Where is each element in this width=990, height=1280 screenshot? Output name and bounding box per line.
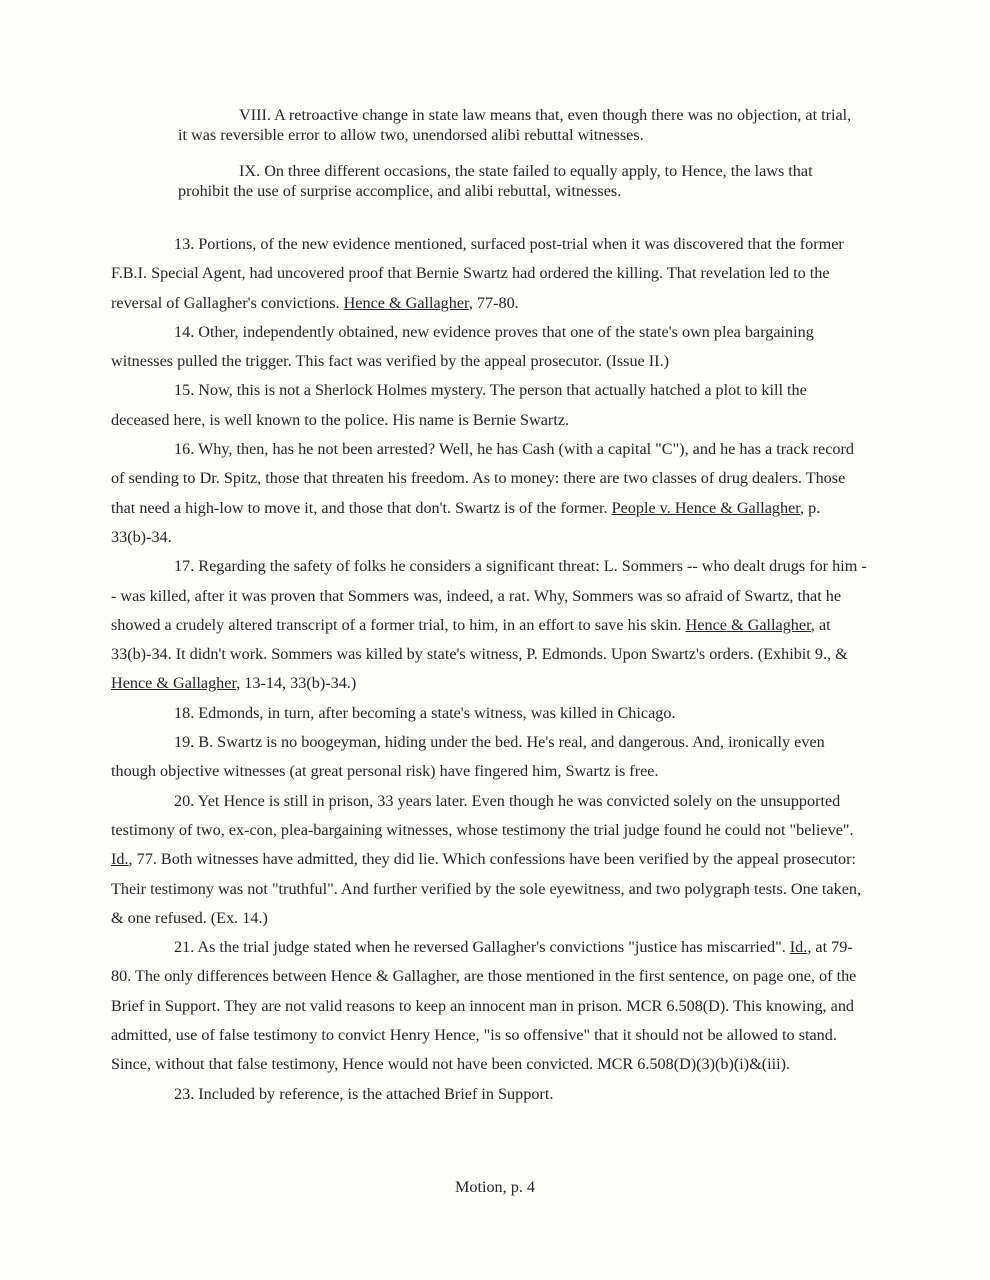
paragraph-13	[111, 230, 868, 318]
paragraph-text: 20. Yet Hence is still in prison, 33 years later. Even though he was convicted solely on the unsupported testimony of two, ex-con, plea-bargaining witnesses, whose testimony the trial judge found he could not "believe".	[111, 791, 854, 839]
paragraph-text: , p. 33(b)-34.	[111, 498, 821, 546]
issue-number: VIII.	[239, 106, 271, 124]
paragraph-20	[111, 787, 868, 933]
issue-viii	[178, 105, 858, 145]
issue-ix	[178, 161, 858, 201]
paragraph-text: , 77. Both witnesses have admitted, they did lie. Which confessions have been verified by the appeal prosecutor: Their testimony was not "truthful". And further verified by the sole eyewitness, and two polygraph tests. One taken, & one refused. (Ex. 14.)	[111, 850, 862, 927]
page-footer: Motion, p. 4	[454, 1178, 536, 1196]
paragraph-text: , at 79-80. The only differences between Hence & Gallagher, are those mentioned in the first sentence, on page one, of the Brief in Support. They are not valid reasons to keep an innocent man in prison. MCR 6.508(D). This knowing, and admitted, use of false testimony to convict Henry Hence, "is so offensive" that it should not be allowed to stand. Since, without that false testimony, Hence would not have been convicted. MCR 6.508(D)(3)(b)(i)&(iii).	[111, 938, 857, 1074]
paragraph-text: , 77-80.	[468, 293, 519, 312]
issue-text: On three different occasions, the state failed to equally apply, to Hence, the laws that prohibit the use of surprise accomplice, and alibi rebuttal, witnesses.	[178, 162, 813, 200]
paragraph-text: 17. Regarding the safety of folks he considers a significant threat: L. Sommers -- who dealt drugs for him -- was killed, after it was proven that Sommers was, indeed, a rat. Why, Sommers was so afraid of Swartz, that he showed a crudely altered transcript of a former trial, to him, in an effort to save his skin.	[111, 557, 867, 634]
paragraph-16	[111, 435, 868, 552]
case-citation: Id.	[111, 850, 129, 869]
case-citation: Id.	[789, 938, 808, 957]
issue-text: A retroactive change in state law means that, even though there was no objection, at trial, it was reversible error to allow two, unendorsed alibi rebuttal witnesses.	[178, 106, 852, 144]
motion-body	[111, 230, 868, 1109]
case-citation: Hence & Gallagher	[111, 674, 237, 693]
paragraph-text: , at 33(b)-34. It didn't work. Sommers was killed by state's witness, P. Edmonds. Upon Swartz's orders. (Exhibit 9., &	[111, 615, 848, 664]
paragraph-18: 18. Edmonds, in turn, after becoming a state's witness, was killed in Chicago.	[174, 703, 676, 722]
paragraph-17	[111, 552, 868, 698]
paragraph-21	[111, 933, 868, 1079]
paragraph-23: 23. Included by reference, is the attached Brief in Support.	[174, 1084, 554, 1103]
paragraph-text: , 13-14, 33(b)-34.)	[236, 674, 357, 693]
case-citation: Hence & Gallagher	[685, 615, 811, 634]
issue-number: IX.	[239, 162, 261, 180]
issues-list	[178, 105, 858, 217]
case-citation: People v. Hence & Gallagher	[611, 498, 801, 517]
case-citation: Hence & Gallagher	[343, 293, 469, 312]
paragraph-text: 13. Portions, of the new evidence mentioned, surfaced post-trial when it was discovered that the former F.B.I. Special Agent, had uncovered proof that Bernie Swartz had ordered the killing. That revelation led to the reversal of Gallagher's convictions.	[111, 235, 844, 312]
paragraph-text: 16. Why, then, has he not been arrested? Well, he has Cash (with a capital "C"), and he has a track record of sending to Dr. Spitz, those that threaten his freedom. As to money: there are two classes of drug dealers. Those that need a high-low to move it, and those that don't. Swartz is of the former.	[111, 440, 855, 517]
paragraph-text: 21. As the trial judge stated when he reversed Gallagher's convictions "justice has miscarried".	[174, 938, 790, 957]
paragraph-15: 15. Now, this is not a Sherlock Holmes mystery. The person that actually hatched a plot to kill the deceased here, is well known to the police. His name is Bernie Swartz.	[111, 381, 807, 429]
paragraph-19: 19. B. Swartz is no boogeyman, hiding under the bed. He's real, and dangerous. And, ironically even though objective witnesses (at great personal risk) have fingered him, Swartz is free.	[111, 733, 825, 781]
paragraph-14: 14. Other, independently obtained, new evidence proves that one of the state's own plea bargaining witnesses pulled the trigger. This fact was verified by the appeal prosecutor. (Issue II.)	[111, 322, 814, 371]
